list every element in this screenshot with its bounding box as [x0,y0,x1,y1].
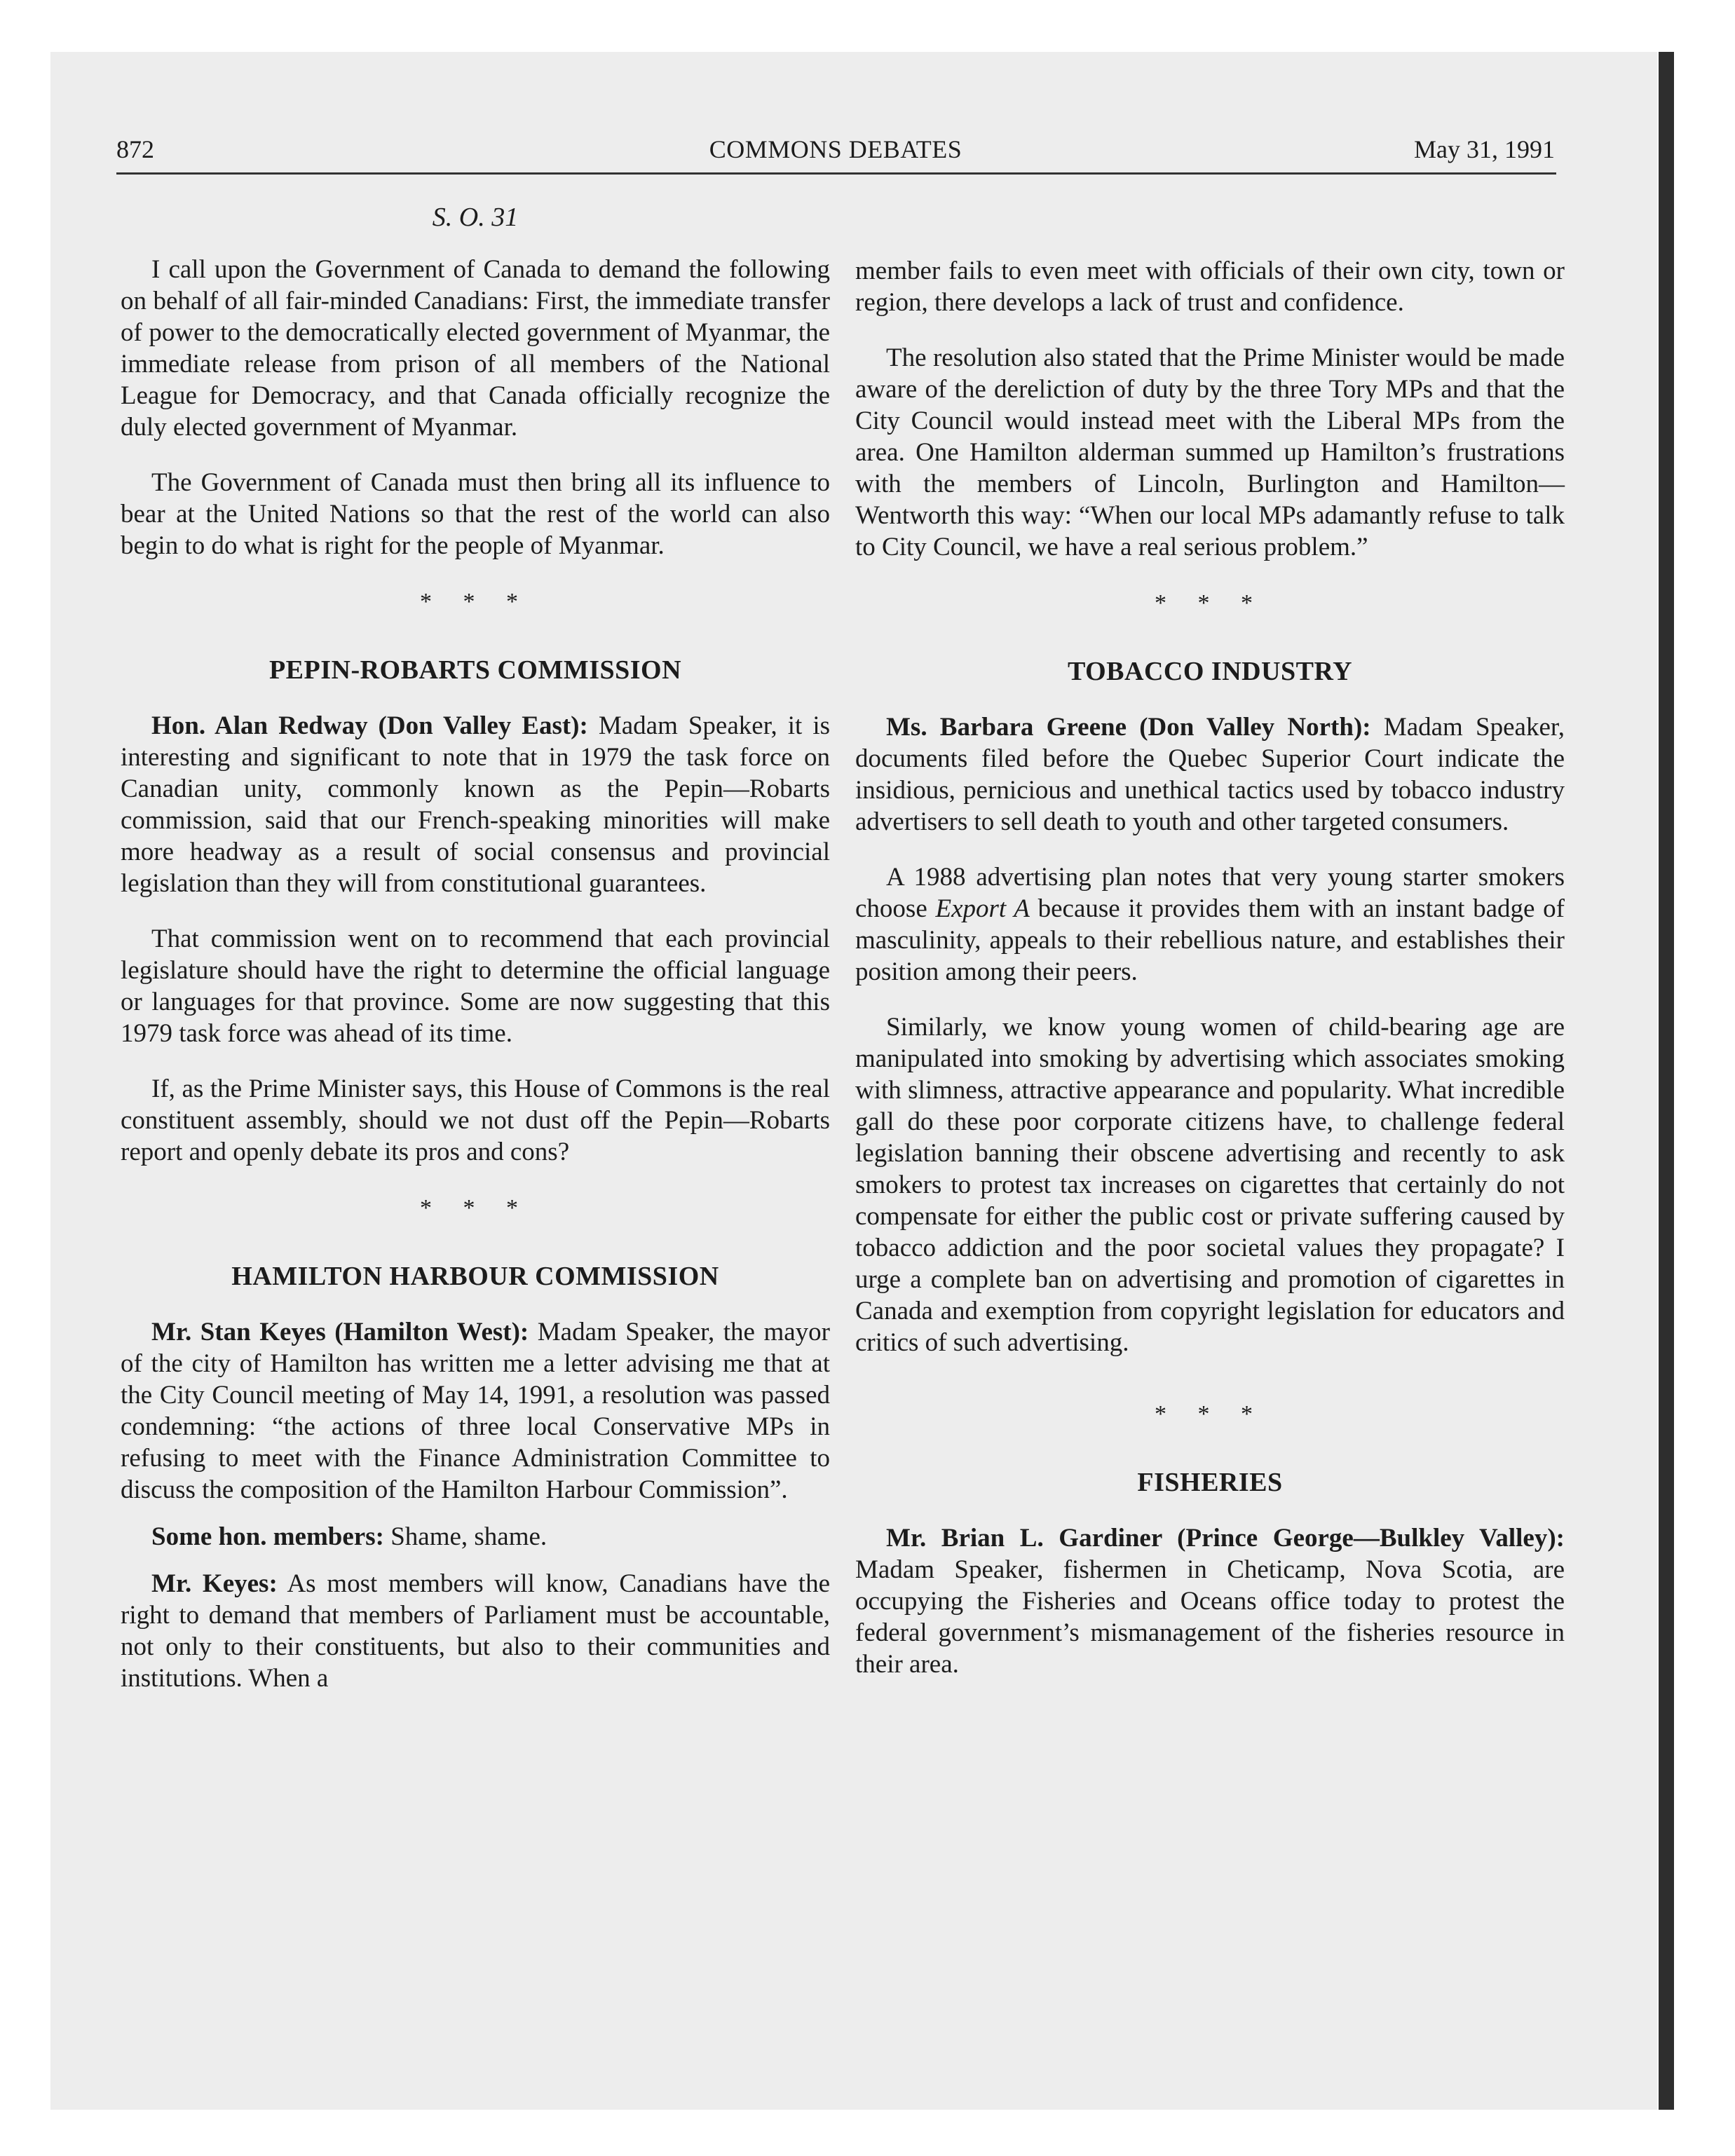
speech-text: Madam Speaker, documents filed before the Quebec Superior Court indicate the insidious, pernicious and unethical tactics used by tobacco industry advertisers to sell death to youth and other targeted consumers. [855,713,1565,836]
speaker-name: Mr. Keyes: [151,1569,278,1598]
hamilton-interjection [121,1521,830,1553]
heading-tobacco-industry: TOBACCO INDUSTRY [1067,657,1353,686]
brand-name: Export A [935,894,1030,923]
fisheries-paragraph-1 [855,1522,1565,1680]
hamilton-continued-paragraph-2: The resolution also stated that the Prime Minister would be made aware of the dereliction of duty by the three Tory MPs and that the City Council would instead meet with the Liberal MPs from the area. One Hamilton alderman summed up Hamilton’s frustrations with the members of Lincoln, Burlington and Hamilton—Wentworth this way: “When our local MPs adamantly refuse to talk to City Council, we have a real serious problem.” [855,343,1565,561]
hamilton-continued-paragraph-1: member fails to even meet with officials of their own city, town or region, there develops a lack of trust and confidence. [855,257,1565,317]
speech-text: A 1988 advertising plan notes that very young starter smokers choose [855,863,1565,923]
speaker-name: Mr. Stan Keyes (Hamilton West): [151,1318,529,1346]
speech-text: because it provides them with an instant badge of masculinity, appeals to their rebellious nature, and establishes their position among their peers. [855,894,1565,986]
speech-text: Madam Speaker, the mayor of the city of Hamilton has written me a letter advising me that at the City Council meeting of May 14, 1991, a resolution was passed condemning: “the actions of three local Conservative MPs in refusing to meet with the Finance Administration Committee to discuss the composition of the Hamilton Harbour Commission”. [121,1318,831,1504]
hamilton-paragraph-3 [121,1568,830,1694]
myanmar-paragraph-1: I call upon the Government of Canada to demand the following on behalf of all fair-minded Canadians: First, the immediate transfer of power to the democratically elected government of Myanmar, the immediate release from prison of all members of the National League for Democracy, and that Canada officially recognize the duly elected government of Myanmar. [121,255,830,442]
right-column [855,255,1565,1680]
pepin-paragraph-1 [121,710,830,899]
header-rule [116,172,1556,175]
section-separator: * * * [420,1195,531,1221]
section-separator: * * * [1155,1401,1265,1427]
publication-title: COMMONS DEBATES [709,135,962,163]
issue-date: May 31, 1991 [1414,135,1555,163]
heading-fisheries: FISHERIES [1137,1468,1283,1497]
pepin-paragraph-2: That commission went on to recommend that each provincial legislature should have the right to determine the official language or languages for that province. Some are now suggesting that this 1979 task force was ahead of its time. [121,925,830,1048]
speech-text: As most members will know, Canadians have the right to demand that members of Parliament must be accountable, not only to their constituents, but also to their communities and institutions. When a [121,1569,830,1693]
section-separator: * * * [1155,590,1265,616]
speaker-name: Mr. Brian L. Gardiner (Prince George—Bulkley Valley): [886,1524,1565,1553]
hamilton-paragraph-1 [121,1316,830,1506]
running-header [116,130,1555,172]
section-separator: * * * [420,589,531,615]
heading-pepin-robarts: PEPIN-ROBARTS COMMISSION [268,655,682,685]
speaker-name: Hon. Alan Redway (Don Valley East): [151,711,588,740]
tobacco-paragraph-2 [855,861,1565,988]
left-column [121,199,830,1694]
heading-hamilton-harbour: HAMILTON HARBOUR COMMISSION [231,1262,719,1291]
tobacco-paragraph-3: Similarly, we know young women of child-bearing age are manipulated into smoking by advertising which associates smoking with slimness, attractive appearance and popularity. What incredible gall do these poor corporate citizens have, to challenge federal legislation banning their obscene advertising and recently to ask smokers to protest tax increases on cigarettes that certainly do not compensate for either the public cost or private suffering caused by tobacco addiction and the poor societal values they propagate? I urge a complete ban on advertising and promotion of cigarettes in Canada and exemption from copyright legislation for educators and critics of such advertising. [855,1013,1565,1357]
standing-order-label: S. O. 31 [432,203,519,232]
pepin-paragraph-3: If, as the Prime Minister says, this House of Commons is the real constituent assembly, should we not dust off the Pepin—Robarts report and openly debate its pros and cons? [121,1074,830,1166]
speech-text: Madam Speaker, it is interesting and significant to note that in 1979 the task force on Canadian unity, commonly known as the Pepin—Robarts commission, said that our French-speaking minorities will make more headway as a result of social consensus and provincial legislation than they will from constitutional guarantees. [121,711,831,898]
speaker-name: Some hon. members: [151,1522,384,1551]
speech-text: Shame, shame. [390,1522,547,1551]
speech-text: Madam Speaker, fishermen in Cheticamp, Nova Scotia, are occupying the Fisheries and Oceans office today to protest the federal government’s mismanagement of the fisheries resource in their area. [855,1555,1565,1679]
myanmar-paragraph-2: The Government of Canada must then bring all its influence to bear at the United Nations so that the rest of the world can also begin to do what is right for the people of Myanmar. [121,468,830,560]
scan-edge-shadow [1659,52,1674,2110]
speaker-name: Ms. Barbara Greene (Don Valley North): [886,713,1371,742]
tobacco-paragraph-1 [855,711,1565,838]
page-number: 872 [116,135,154,163]
